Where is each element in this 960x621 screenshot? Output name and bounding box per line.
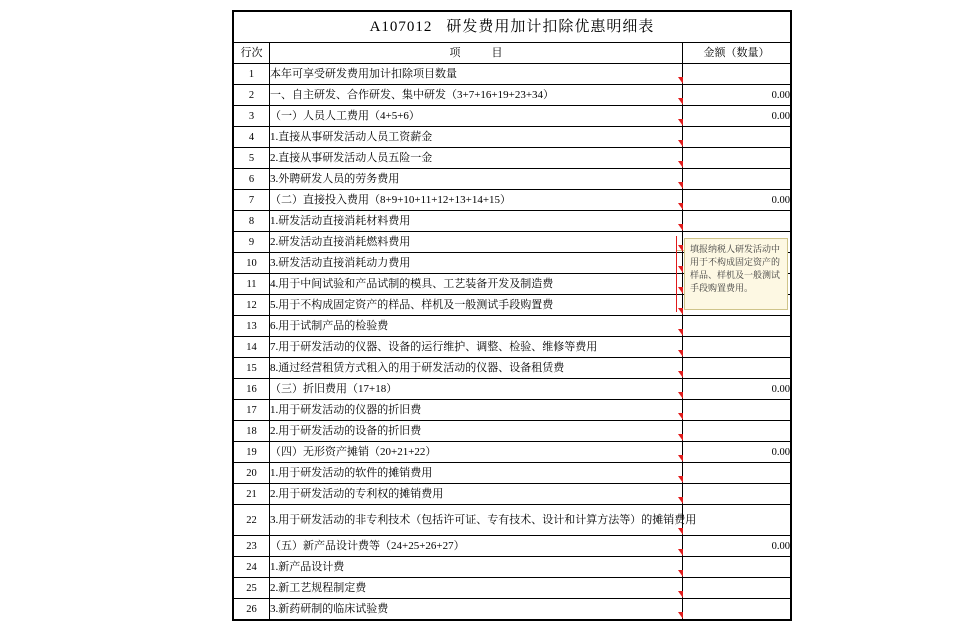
row-number: 24 — [234, 557, 270, 578]
table-row — [234, 106, 791, 127]
table-row — [234, 578, 791, 599]
row-amount-value — [682, 358, 790, 379]
annotation-note: 填报纳税人研发活动中用于不构成固定资产的样品、样机及一般测试手段购置费用。 — [684, 238, 788, 310]
row-item-label: 3.外聘研发人员的劳务费用 — [270, 169, 683, 190]
row-item-label: 1.研发活动直接消耗材料费用 — [270, 211, 683, 232]
form-title-text: 研发费用加计扣除优惠明细表 — [446, 19, 655, 35]
row-number: 3 — [234, 106, 270, 127]
row-item-label: （五）新产品设计费等（24+25+26+27） — [270, 536, 683, 557]
row-number: 19 — [234, 442, 270, 463]
header-item: 项 目 — [270, 43, 683, 64]
row-item-label: （一）人员人工费用（4+5+6） — [270, 106, 683, 127]
row-item-label: 1.直接从事研发活动人员工资薪金 — [270, 127, 683, 148]
row-number: 17 — [234, 400, 270, 421]
row-number: 15 — [234, 358, 270, 379]
row-number: 18 — [234, 421, 270, 442]
form-sheet — [232, 10, 792, 621]
row-number: 2 — [234, 85, 270, 106]
row-number: 20 — [234, 463, 270, 484]
row-amount-value: 0.00 — [682, 536, 790, 557]
row-item-label: 2.新工艺规程制定费 — [270, 578, 683, 599]
row-number: 6 — [234, 169, 270, 190]
title-row — [234, 12, 791, 43]
row-amount-value: 0.00 — [682, 85, 790, 106]
form-table — [233, 11, 791, 620]
row-amount-value: 0.00 — [682, 379, 790, 400]
row-amount-value — [682, 599, 790, 620]
table-row — [234, 379, 791, 400]
row-amount-value — [682, 316, 790, 337]
row-amount-value — [682, 505, 790, 536]
table-row — [234, 64, 791, 85]
row-number: 5 — [234, 148, 270, 169]
row-number: 25 — [234, 578, 270, 599]
row-item-label: （三）折旧费用（17+18） — [270, 379, 683, 400]
row-number: 12 — [234, 295, 270, 316]
form-title — [234, 12, 791, 43]
table-row — [234, 557, 791, 578]
row-amount-value: 0.00 — [682, 106, 790, 127]
row-item-label: 1.用于研发活动的仪器的折旧费 — [270, 400, 683, 421]
row-item-label: 3.新药研制的临床试验费 — [270, 599, 683, 620]
table-row — [234, 421, 791, 442]
table-row — [234, 442, 791, 463]
row-amount-value — [682, 148, 790, 169]
header-row-no: 行次 — [234, 43, 270, 64]
row-item-label: 7.用于研发活动的仪器、设备的运行维护、调整、检验、维修等费用 — [270, 337, 683, 358]
row-amount-value — [682, 400, 790, 421]
row-number: 22 — [234, 505, 270, 536]
row-number: 13 — [234, 316, 270, 337]
row-amount-value — [682, 127, 790, 148]
row-amount-value: 0.00 — [682, 442, 790, 463]
row-amount-value — [682, 557, 790, 578]
row-amount-value: 0.00 — [682, 190, 790, 211]
row-item-label: 3.用于研发活动的非专利技术（包括许可证、专有技术、设计和计算方法等）的摊销费用 — [270, 505, 683, 536]
table-row — [234, 148, 791, 169]
table-row — [234, 211, 791, 232]
row-amount-value — [682, 421, 790, 442]
row-number: 9 — [234, 232, 270, 253]
row-item-label: （四）无形资产摊销（20+21+22） — [270, 442, 683, 463]
row-number: 8 — [234, 211, 270, 232]
table-row — [234, 400, 791, 421]
table-row — [234, 599, 791, 620]
row-number: 4 — [234, 127, 270, 148]
row-amount-value — [682, 64, 790, 85]
row-item-label: 1.用于研发活动的软件的摊销费用 — [270, 463, 683, 484]
row-item-label: 2.用于研发活动的专利权的摊销费用 — [270, 484, 683, 505]
table-row — [234, 85, 791, 106]
row-number: 10 — [234, 253, 270, 274]
row-item-label: 2.用于研发活动的设备的折旧费 — [270, 421, 683, 442]
row-number: 14 — [234, 337, 270, 358]
row-item-label: 6.用于试制产品的检验费 — [270, 316, 683, 337]
table-row — [234, 337, 791, 358]
header-amount: 金额（数量） — [682, 43, 790, 64]
table-row — [234, 127, 791, 148]
row-amount-value — [682, 463, 790, 484]
row-amount-value — [682, 484, 790, 505]
row-number: 11 — [234, 274, 270, 295]
row-amount-value — [682, 169, 790, 190]
table-row — [234, 536, 791, 557]
row-item-label: 2.研发活动直接消耗燃料费用 — [270, 232, 683, 253]
row-item-label: （二）直接投入费用（8+9+10+11+12+13+14+15） — [270, 190, 683, 211]
table-row — [234, 316, 791, 337]
table-row — [234, 463, 791, 484]
row-item-label: 8.通过经营租赁方式租入的用于研发活动的仪器、设备租赁费 — [270, 358, 683, 379]
row-item-label: 1.新产品设计费 — [270, 557, 683, 578]
row-number: 1 — [234, 64, 270, 85]
row-amount-value — [682, 578, 790, 599]
row-item-label: 5.用于不构成固定资产的样品、样机及一般测试手段购置费 — [270, 295, 683, 316]
row-item-label: 4.用于中间试验和产品试制的模具、工艺装备开发及制造费 — [270, 274, 683, 295]
row-number: 7 — [234, 190, 270, 211]
row-item-label: 3.研发活动直接消耗动力费用 — [270, 253, 683, 274]
header-row — [234, 43, 791, 64]
row-number: 26 — [234, 599, 270, 620]
row-item-label: 一、自主研发、合作研发、集中研发（3+7+16+19+23+34） — [270, 85, 683, 106]
row-item-label: 2.直接从事研发活动人员五险一金 — [270, 148, 683, 169]
form-code: A107012 — [369, 19, 433, 35]
table-row — [234, 484, 791, 505]
row-amount-value — [682, 337, 790, 358]
table-row — [234, 505, 791, 536]
table-body — [234, 12, 791, 620]
table-row — [234, 169, 791, 190]
row-amount-value — [682, 211, 790, 232]
table-row — [234, 190, 791, 211]
row-number: 23 — [234, 536, 270, 557]
table-row — [234, 358, 791, 379]
row-number: 21 — [234, 484, 270, 505]
row-item-label: 本年可享受研发费用加计扣除项目数量 — [270, 64, 683, 85]
row-number: 16 — [234, 379, 270, 400]
